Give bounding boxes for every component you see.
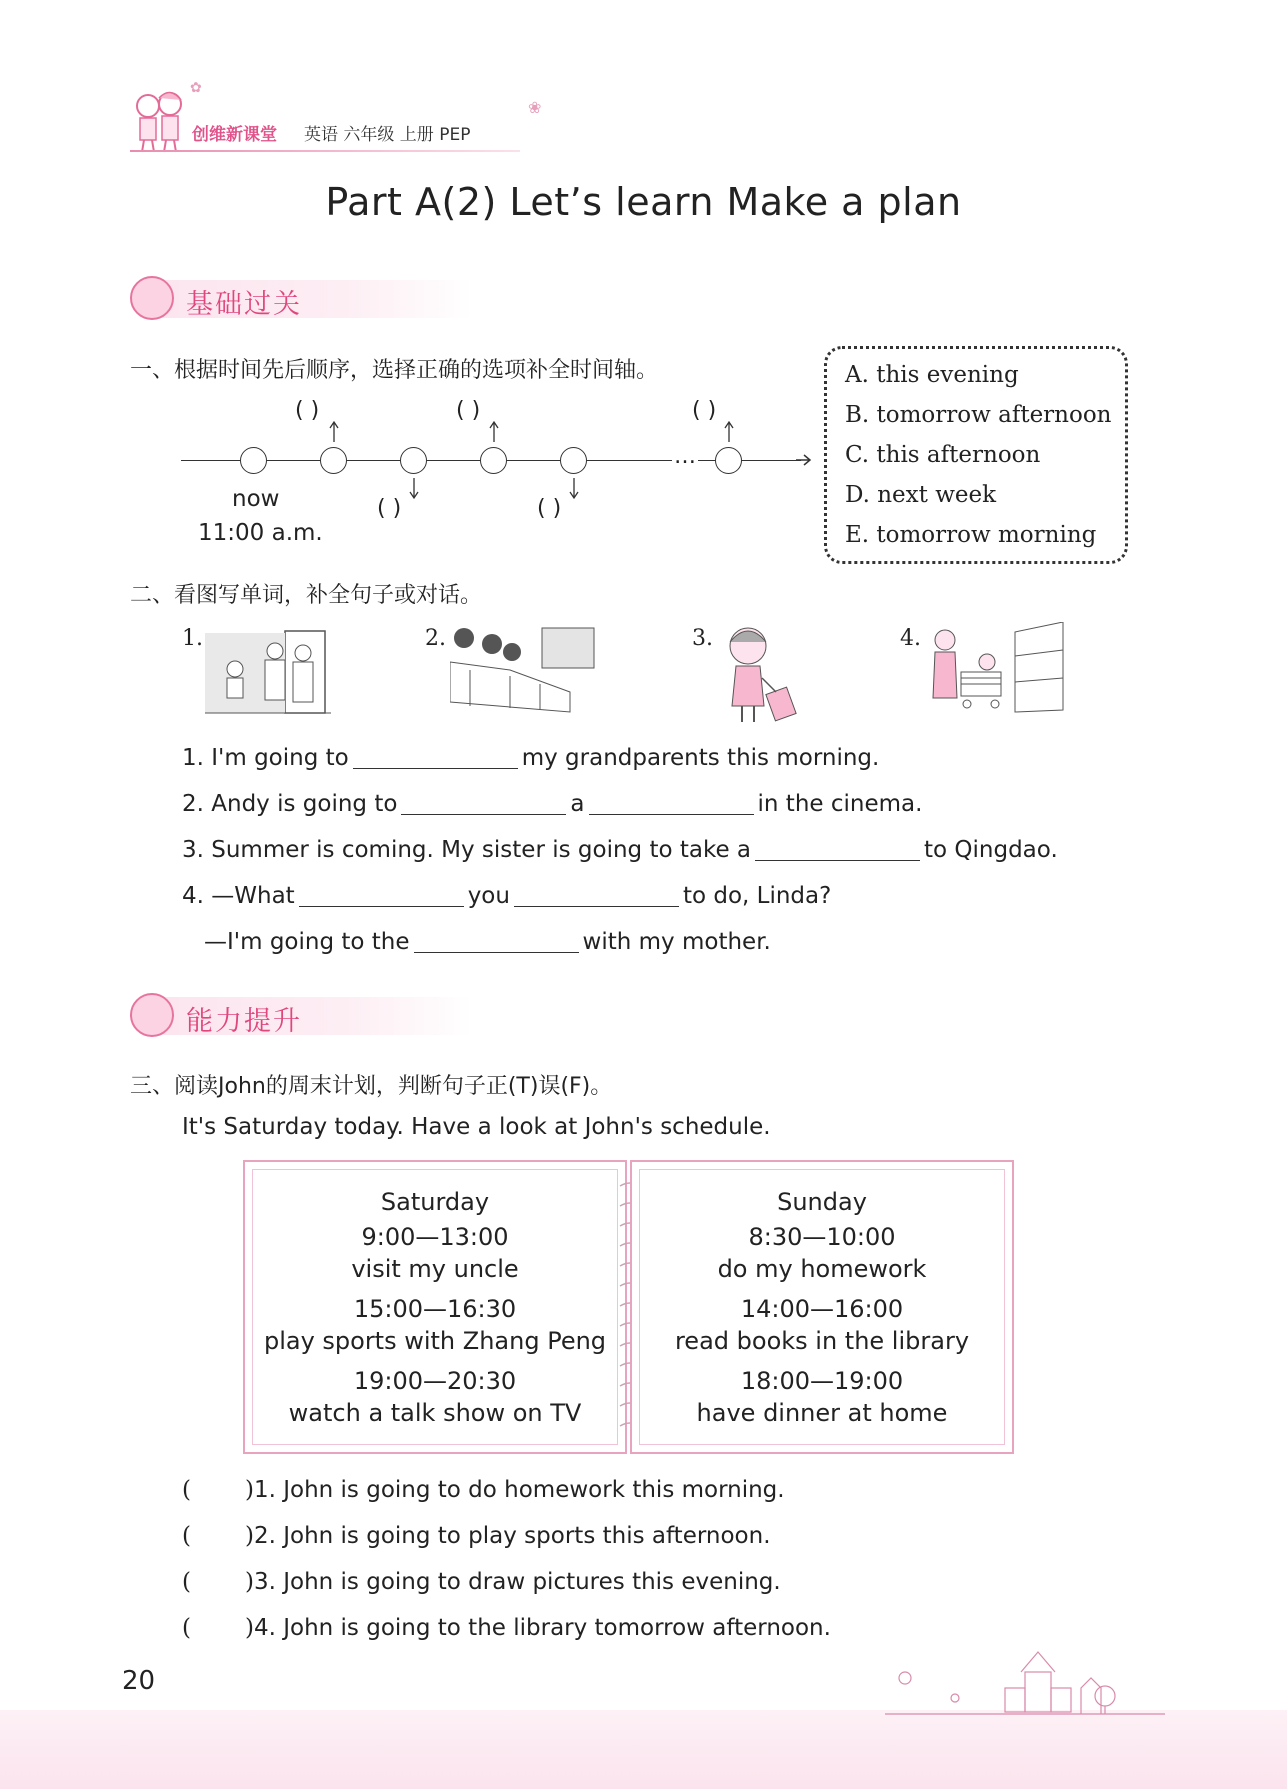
answer-paren[interactable]: ( <box>182 1569 191 1595</box>
option-d: D. next week <box>845 482 997 508</box>
page-title: Part A(2) Let’s learn Make a plan <box>325 180 962 224</box>
arrow-down-icon <box>567 476 581 500</box>
timeline-node <box>480 447 507 474</box>
picture-number: 1. <box>182 626 203 651</box>
answer-paren[interactable]: ( ) <box>456 398 481 423</box>
now-label: now <box>232 486 280 512</box>
option-c: C. this afternoon <box>845 442 1041 468</box>
section-label: 能力提升 <box>186 1006 302 1037</box>
q3-instruction: 三、阅读John的周末计划，判断句子正(T)误(F)。 <box>130 1074 613 1099</box>
supermarket-picture <box>925 622 1065 722</box>
q3-intro: It's Saturday today. Have a look at John's schedule. <box>182 1114 771 1140</box>
answer-paren[interactable]: ( ) <box>295 398 320 423</box>
time-label: 11:00 a.m. <box>198 520 323 546</box>
answer-blank[interactable] <box>589 813 754 815</box>
answer-blank[interactable] <box>514 905 679 907</box>
family-visit-picture <box>205 625 331 719</box>
sentence-2: 2. Andy is going to a in the cinema. <box>182 791 923 817</box>
time-slot: 14:00—16:00 <box>740 1295 904 1323</box>
activity: do my homework <box>717 1255 927 1283</box>
tf-item: ( )4. John is going to the library tomorrow afternoon. <box>182 1615 831 1641</box>
section-banner-advanced <box>130 993 490 1037</box>
picture-number: 4. <box>900 626 921 651</box>
answer-blank[interactable] <box>299 905 464 907</box>
activity: visit my uncle <box>351 1255 519 1283</box>
brand-name: 创维新课堂 <box>192 125 277 145</box>
footer-band <box>0 1710 1287 1789</box>
answer-paren[interactable]: ( ) <box>537 496 562 521</box>
answer-paren[interactable]: ( ) <box>377 496 402 521</box>
schedule-sunday <box>630 1160 1014 1454</box>
answer-blank[interactable] <box>353 767 518 769</box>
bird-icon: ❀ <box>528 98 542 117</box>
book-meta: 英语 六年级 上册 PEP <box>304 125 471 145</box>
answer-blank[interactable] <box>414 951 579 953</box>
arrow-up-icon <box>722 420 736 444</box>
option-b: B. tomorrow afternoon <box>845 402 1112 428</box>
picture-number: 3. <box>692 626 713 651</box>
time-slot: 9:00—13:00 <box>361 1223 509 1251</box>
time-slot: 18:00—19:00 <box>740 1367 904 1395</box>
header-divider <box>130 150 520 152</box>
arrow-up-icon <box>487 420 501 444</box>
schedule-saturday <box>243 1160 627 1454</box>
activity: read books in the library <box>674 1327 970 1355</box>
answer-paren[interactable]: ( ) <box>692 398 717 423</box>
girl-face-icon <box>130 276 174 320</box>
activity: play sports with Zhang Peng <box>263 1327 607 1355</box>
castle-decoration-icon <box>885 1648 1165 1718</box>
cinema-picture <box>450 622 598 716</box>
time-slot: 15:00—16:30 <box>353 1295 517 1323</box>
timeline-ellipsis: … <box>674 444 696 469</box>
timeline-node-now <box>240 447 267 474</box>
timeline-node <box>320 447 347 474</box>
q2-instruction: 二、看图写单词，补全句子或对话。 <box>130 583 483 608</box>
arrow-down-icon <box>407 476 421 500</box>
time-slot: 19:00—20:30 <box>353 1367 517 1395</box>
activity: watch a talk show on TV <box>288 1399 582 1427</box>
timeline-arrow-icon <box>796 453 812 467</box>
sentence-3: 3. Summer is coming. My sister is going to take a to Qingdao. <box>182 837 1058 863</box>
arrow-up-icon <box>327 420 341 444</box>
q1-instruction: 一、根据时间先后顺序，选择正确的选项补全时间轴。 <box>130 358 659 383</box>
answer-paren[interactable]: ( <box>182 1615 191 1641</box>
timeline-node <box>715 447 742 474</box>
kids-logo-icon <box>128 88 190 156</box>
tf-item: ( )3. John is going to draw pictures this evening. <box>182 1569 781 1595</box>
time-slot: 8:30—10:00 <box>748 1223 896 1251</box>
tf-item: ( )1. John is going to do homework this morning. <box>182 1477 785 1503</box>
answer-blank[interactable] <box>755 859 920 861</box>
picture-number: 2. <box>425 626 446 651</box>
day-title: Saturday <box>380 1188 490 1216</box>
day-title: Sunday <box>777 1188 867 1216</box>
girl-suitcase-picture <box>718 622 804 726</box>
sentence-5: —I'm going to the with my mother. <box>204 929 771 955</box>
option-e: E. tomorrow morning <box>845 522 1097 548</box>
page-number: 20 <box>122 1666 156 1696</box>
activity: have dinner at home <box>696 1399 948 1427</box>
section-label: 基础过关 <box>186 289 302 320</box>
sentence-4: 4. —What you to do, Linda? <box>182 883 832 909</box>
boy-face-icon <box>130 993 174 1037</box>
section-banner-basic <box>130 276 490 320</box>
answer-paren[interactable]: ( <box>182 1477 191 1503</box>
answer-paren[interactable]: ( <box>182 1523 191 1549</box>
option-a: A. this evening <box>845 362 1019 388</box>
timeline-node <box>560 447 587 474</box>
answer-blank[interactable] <box>401 813 566 815</box>
flower-icon: ✿ <box>190 80 202 96</box>
timeline-node <box>400 447 427 474</box>
tf-item: ( )2. John is going to play sports this afternoon. <box>182 1523 771 1549</box>
sentence-1: 1. I'm going to my grandparents this morning. <box>182 745 880 771</box>
